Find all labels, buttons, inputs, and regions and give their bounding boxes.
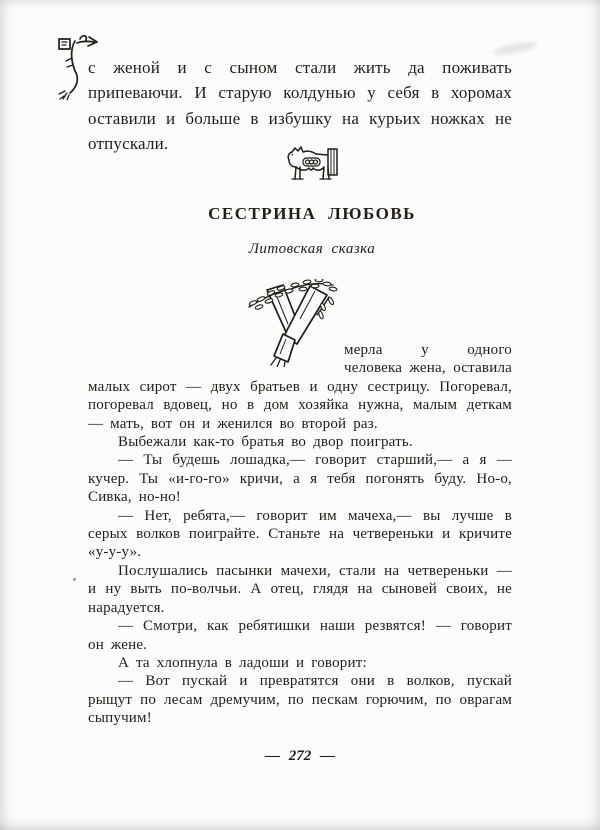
story-paragraph: — Нет, ребята,— говорит им мачеха,— вы лучше в серых волков поиграйте. Станьте на четвереньки и кричите «у-у-у». (88, 507, 512, 561)
story-paragraph: — Смотри, как ребятишки наши резвятся! — говорит он жене. (88, 618, 512, 653)
story-paragraph-text: мерла у одного человека жена, оставила малых сирот — двух братьев и одну сестрицу. Погоревал, погоревал вдовец, но в дом хозяйка нужна, малым деткам — мать, вот он и женился во второй раз. (88, 342, 512, 432)
story-paragraph: Выбежали как-то братья во двор поиграть. (118, 434, 413, 451)
story-paragraph: А та хлопнула в ладоши и говорит: (118, 654, 367, 671)
story-text (88, 341, 512, 728)
story-subtitle: Литовская сказка (248, 241, 376, 257)
story-paragraph (88, 341, 512, 433)
scan-smudge (492, 39, 539, 57)
story-paragraph: — Ты будешь лошадка,— говорит старший,— а я — кучер. Ты «и-го-го» кричи, а я тебя погонять буду. Но-о, Сивка, но-но! (88, 452, 512, 506)
folk-horse-icon (282, 141, 342, 191)
scan-speck (73, 578, 76, 581)
story-paragraph: Послушались пасынки мачехи, стали на четвереньки — и ну выть по-волчьи. А отец, глядя на сыновей своих, не нарадуется. (88, 562, 512, 616)
dropcap-branches-icon (88, 341, 344, 360)
page-number: — 272 — (265, 748, 335, 764)
story-paragraph: — Вот пускай и превратятся они в волков, пускай рыщут по лесам дремучим, по пескам горючим, по оврагам сыпучим! (88, 673, 512, 727)
top-fragment-paragraph: с женой и с сыном стали жить да поживать припеваючи. И старую колдунью у себя в хоромах оставили и больше в избушку на курьих ножках не отпускали. (88, 58, 512, 154)
story-title: СЕСТРИНА ЛЮБОВЬ (208, 204, 416, 223)
